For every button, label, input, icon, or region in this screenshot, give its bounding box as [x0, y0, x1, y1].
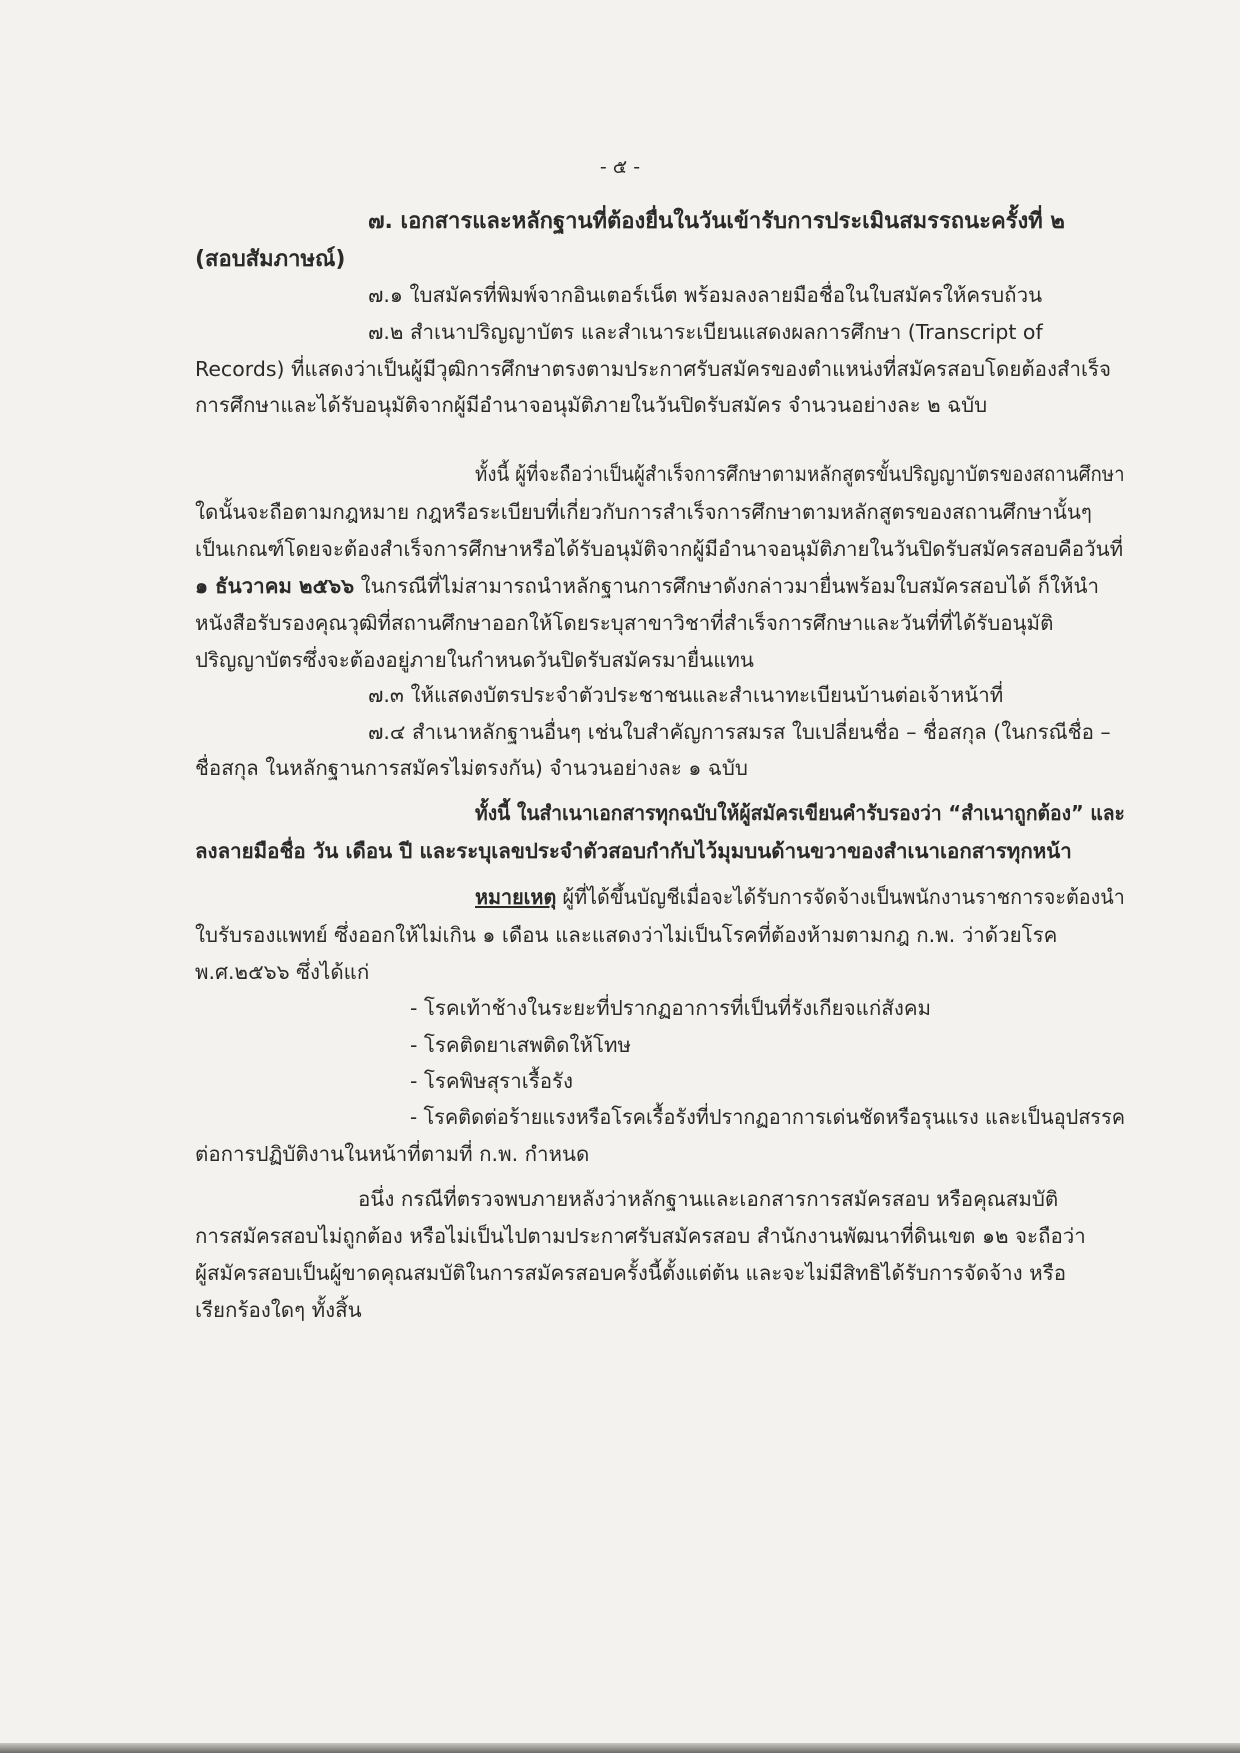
paragraph-line: หนังสือรับรองคุณวุฒิที่สถานศึกษาออกให้โดยระบุสาขาวิชาที่สำเร็จการศึกษาและวันที่ที่ได้รับอนุมัติ [195, 611, 1054, 635]
page-number: - ๕ - [599, 156, 641, 178]
note-text: ผู้ที่ได้ขึ้นบัญชีเมื่อจะได้รับการจัดจ้างเป็นพนักงานราชการจะต้องนำ [556, 885, 1125, 909]
scan-edge [0, 1743, 1240, 1753]
item-7-2-line-2: Records) ที่แสดงว่าเป็นผู้มีวุฒิการศึกษาตรงตามประกาศรับสมัครของตำแหน่งที่สมัครสอบโดยต้องสำเร็จ [195, 357, 1112, 381]
disease-item: - โรคพิษสุราเรื้อรัง [410, 1069, 574, 1093]
paragraph-line: เรียกร้องใดๆ ทั้งสิ้น [195, 1298, 362, 1322]
heading-line-2: (สอบสัมภาษณ์) [195, 247, 346, 272]
paragraph-line: ทั้งนี้ ผู้ที่จะถือว่าเป็นผู้สำเร็จการศึกษาตามหลักสูตรขั้นปริญญาบัตรของสถานศึกษา [475, 462, 1125, 486]
closing-date: ๑ ธันวาคม ๒๕๖๖ [195, 574, 355, 598]
item-7-4-line-2: ชื่อสกุล ในหลักฐานการสมัครไม่ตรงกัน) จำนวนอย่างละ ๑ ฉบับ [195, 756, 748, 780]
note-label: หมายเหตุ [475, 885, 557, 909]
disease-item: - โรคเท้าช้างในระยะที่ปรากฏอาการที่เป็นที่รังเกียจแก่สังคม [410, 996, 932, 1020]
note-line: ใบรับรองแพทย์ ซึ่งออกให้ไม่เกิน ๑ เดือน และแสดงว่าไม่เป็นโรคที่ต้องห้ามตามกฎ ก.พ. ว่าด้วยโรค [195, 923, 1058, 947]
paragraph-line: ผู้สมัครสอบเป็นผู้ขาดคุณสมบัติในการสมัครสอบครั้งนี้ตั้งแต่ต้น และจะไม่มีสิทธิได้รับการจัดจ้าง หรือ [195, 1261, 1067, 1285]
item-7-2-line-3: การศึกษาและได้รับอนุมัติจากผู้มีอำนาจอนุมัติภายในวันปิดรับสมัคร จำนวนอย่างละ ๒ ฉบับ [195, 393, 988, 417]
paragraph-line: การสมัครสอบไม่ถูกต้อง หรือไม่เป็นไปตามประกาศรับสมัครสอบ สำนักงานพัฒนาที่ดินเขต ๑๒ จะถือว่า [195, 1224, 1086, 1248]
item-7-3: ๗.๓ ให้แสดงบัตรประจำตัวประชาชนและสำเนาทะเบียนบ้านต่อเจ้าหน้าที่ [368, 683, 1004, 707]
paragraph-line: ใดนั้นจะถือตามกฎหมาย กฎหรือระเบียบที่เกี่ยวกับการสำเร็จการศึกษาตามหลักสูตรของสถานศึกษานั้นๆ [195, 500, 1092, 524]
disease-item: - โรคติดยาเสพติดให้โทษ [410, 1033, 632, 1057]
paragraph-text: ในกรณีที่ไม่สามารถนำหลักฐานการศึกษาดังกล่าวมายื่นพร้อมใบสมัครสอบได้ ก็ให้นำ [354, 574, 1100, 598]
disease-item-cont: ต่อการปฏิบัติงานในหน้าที่ตามที่ ก.พ. กำหนด [195, 1142, 590, 1166]
paragraph-line: ลงลายมือชื่อ วัน เดือน ปี และระบุเลขประจำตัวสอบกำกับไว้มุมบนด้านขวาของสำเนาเอกสารทุกหน้า [195, 839, 1072, 863]
paragraph-line [195, 571, 1099, 601]
item-7-4-line-1: ๗.๔ สำเนาหลักฐานอื่นๆ เช่นใบสำคัญการสมรส ใบเปลี่ยนชื่อ – ชื่อสกุล (ในกรณีชื่อ – [368, 720, 1111, 744]
paragraph-line: เป็นเกณฑ์โดยจะต้องสำเร็จการศึกษาหรือได้รับอนุมัติจากผู้มีอำนาจอนุมัติภายในวันปิดรับสมัครสอบคือวันที่ [195, 537, 1124, 561]
item-7-2-line-1: ๗.๒ สำเนาปริญญาบัตร และสำเนาระเบียนแสดงผลการศึกษา (Transcript of [368, 320, 1043, 344]
note-line: พ.ศ.๒๕๖๖ ซึ่งได้แก่ [195, 960, 370, 984]
item-7-1: ๗.๑ ใบสมัครที่พิมพ์จากอินเตอร์เน็ต พร้อมลงลายมือชื่อในใบสมัครให้ครบถ้วน [368, 283, 1043, 307]
heading-line-1: ๗. เอกสารและหลักฐานที่ต้องยื่นในวันเข้ารับการประเมินสมรรถนะครั้งที่ ๒ [368, 209, 1065, 234]
disease-item: - โรคติดต่อร้ายแรงหรือโรคเรื้อรังที่ปรากฏอาการเด่นชัดหรือรุนแรง และเป็นอุปสรรค [410, 1105, 1126, 1129]
paragraph-line: ทั้งนี้ ในสำเนาเอกสารทุกฉบับให้ผู้สมัครเขียนคำรับรองว่า “สำเนาถูกต้อง” และ [475, 801, 1125, 825]
note-line [475, 882, 1125, 912]
paragraph-line: ปริญญาบัตรซึ่งจะต้องอยู่ภายในกำหนดวันปิดรับสมัครมายื่นแทน [195, 648, 754, 672]
paragraph-line: อนึ่ง กรณีที่ตรวจพบภายหลังว่าหลักฐานและเอกสารการสมัครสอบ หรือคุณสมบัติ [358, 1187, 1059, 1211]
